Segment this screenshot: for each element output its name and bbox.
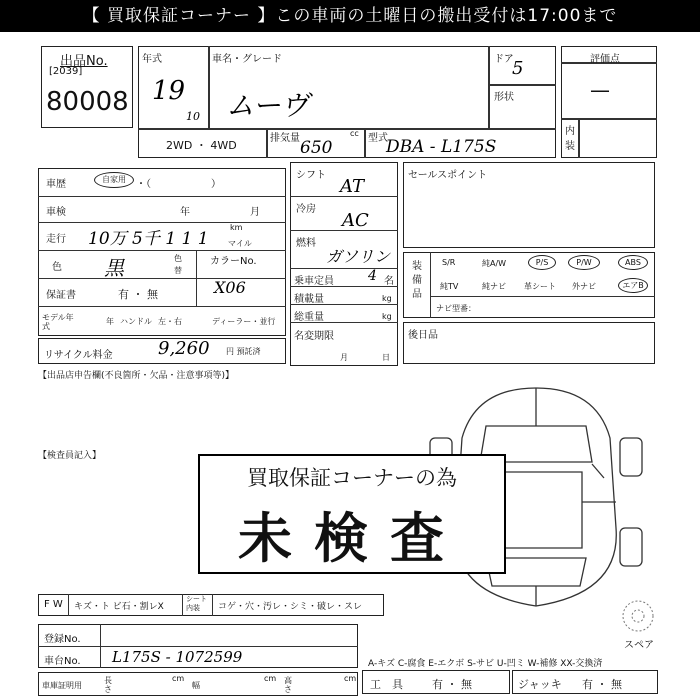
not-inspected-stamp bbox=[198, 454, 506, 574]
history-other: ・（ ） bbox=[136, 179, 221, 190]
mileage-value: 10万 5千 1 1 1 bbox=[88, 229, 209, 249]
capacity-value: 4 bbox=[368, 268, 377, 284]
after-sale-box bbox=[403, 322, 655, 364]
lot-code: [2039] bbox=[49, 66, 83, 77]
mile-unit: マイル bbox=[228, 239, 252, 248]
seat-text: コゲ・穴・汚レ・シミ・破レ・スレ bbox=[218, 602, 363, 612]
capacity-label: 乗車定員 bbox=[294, 276, 334, 287]
recycle-label: リサイクル料金 bbox=[44, 350, 113, 361]
name-label: 車名・グレード bbox=[212, 54, 282, 65]
history-label: 車歴 bbox=[46, 179, 66, 190]
cancel-day-unit: 日 bbox=[382, 353, 390, 362]
mileage-label: 走行 bbox=[46, 234, 66, 245]
interior-label: 内装 bbox=[565, 126, 575, 152]
load-label: 積載量 bbox=[294, 294, 324, 305]
model-label: 型式 bbox=[368, 133, 388, 144]
fw-label: F W bbox=[44, 599, 63, 610]
model-year-unit: 年 bbox=[106, 317, 114, 326]
colorno-label: カラーNo. bbox=[210, 256, 257, 267]
equip-airbag-circle: エアB bbox=[618, 278, 648, 293]
equip-navi: 純ナビ bbox=[482, 282, 506, 291]
km-unit: km bbox=[230, 223, 243, 232]
inspection-month-unit: 月 bbox=[250, 207, 260, 218]
score-value: — bbox=[590, 78, 610, 102]
capacity-unit: 名 bbox=[384, 276, 394, 287]
damage-legend: A-キズ C-腐食 E-エクボ S-サビ U-凹ミ W-補修 XX-交換済 bbox=[368, 659, 603, 669]
chassis-value: L175S - 1072599 bbox=[112, 648, 243, 666]
ac-value: AC bbox=[342, 210, 369, 231]
handle-options: 左・右 bbox=[158, 317, 182, 326]
load-unit: kg bbox=[382, 294, 392, 303]
cancel-month-unit: 月 bbox=[340, 353, 348, 362]
chassis-label: 車台No. bbox=[44, 656, 81, 667]
jack-label: ジャッキ bbox=[518, 678, 562, 691]
after-sale-label: 後日品 bbox=[408, 330, 438, 341]
private-use-circle: 自家用 bbox=[94, 172, 134, 188]
height-label: 高さ bbox=[284, 676, 292, 694]
cert-label: 車庫証明用 bbox=[42, 681, 82, 690]
reg-label: 登録No. bbox=[44, 634, 81, 645]
doors-value: 5 bbox=[512, 58, 524, 79]
length-label: 長さ bbox=[104, 676, 112, 694]
height-unit: cm bbox=[344, 674, 357, 683]
fuel-label: 燃料 bbox=[296, 238, 316, 249]
shift-label: シフト bbox=[296, 170, 326, 181]
model-value: DBA - L175S bbox=[386, 137, 497, 157]
stamp-title: 未検査 bbox=[238, 507, 466, 570]
fw-text: キズ・ト ビ石・割レX bbox=[74, 602, 164, 612]
displacement-label: 排気量 bbox=[270, 133, 300, 144]
ac-label: 冷房 bbox=[296, 204, 316, 215]
doors-label: ドア bbox=[494, 54, 514, 65]
drive-option: 2WD ・ 4WD bbox=[166, 139, 237, 152]
score-label: 評価点 bbox=[590, 54, 620, 65]
equipment-label: 装備品 bbox=[412, 261, 422, 300]
cancel-label: 名変期限 bbox=[294, 331, 334, 342]
year-value: 19 bbox=[152, 76, 186, 106]
seller-notes-label: 【出品店申告欄(不良箇所・欠品・注意事項等)】 bbox=[38, 371, 235, 381]
navi-model-label: ナビ型番： bbox=[436, 304, 476, 313]
sales-label: セールスポイント bbox=[408, 170, 488, 181]
fuel-value: ガソリン bbox=[326, 247, 391, 266]
inspection-year-unit: 年 bbox=[180, 207, 190, 218]
inspector-notes-label: 【検査員記入】 bbox=[38, 451, 102, 461]
name-value: ムーヴ bbox=[226, 89, 309, 122]
equip-leather: 革シート bbox=[524, 282, 556, 291]
weight-label: 総重量 bbox=[294, 312, 324, 323]
shape-label: 形状 bbox=[494, 92, 514, 103]
equip-ps-circle: P/S bbox=[528, 255, 556, 270]
inspection-label: 車検 bbox=[46, 207, 66, 218]
equip-sr: S/R bbox=[442, 258, 456, 267]
width-label: 幅 bbox=[192, 681, 200, 690]
lot-number: 80008 bbox=[46, 87, 129, 117]
spare-tire-icon bbox=[620, 598, 656, 634]
displacement-value: 650 bbox=[300, 138, 333, 158]
lot-label: 出品No. bbox=[60, 54, 108, 69]
seat-label: シート内装 bbox=[186, 595, 207, 612]
header-banner: 【 買取保証コーナー 】この車両の土曜日の搬出受付は17:00まで bbox=[0, 0, 700, 32]
recycle-value: 9,260 bbox=[158, 338, 210, 359]
equip-ext-navi: 外ナビ bbox=[572, 282, 596, 291]
tools-options: 有 ・ 無 bbox=[432, 678, 472, 691]
equip-abs-circle: ABS bbox=[618, 255, 648, 270]
color-value: 黒 bbox=[104, 256, 124, 280]
spare-label: スペア bbox=[624, 640, 654, 651]
warranty-label: 保証書 bbox=[46, 290, 76, 301]
color-label: 色 bbox=[52, 262, 62, 273]
displacement-unit: cc bbox=[350, 129, 359, 138]
length-unit: cm bbox=[172, 674, 185, 683]
stamp-subtitle: 買取保証コーナーの為 bbox=[247, 466, 457, 490]
recycle-unit: 円 預託済 bbox=[226, 347, 261, 356]
jack-options: 有 ・ 無 bbox=[582, 678, 622, 691]
equip-pw-circle: P/W bbox=[568, 255, 600, 270]
shift-value: AT bbox=[340, 176, 365, 197]
warranty-options: 有 ・ 無 bbox=[118, 288, 158, 301]
dealer-label: ディーラー・並行 bbox=[212, 317, 276, 326]
color-change-label: 色替 bbox=[174, 254, 182, 275]
month-value: 10 bbox=[186, 110, 200, 123]
handle-label: ハンドル bbox=[120, 317, 152, 326]
width-unit: cm bbox=[264, 674, 277, 683]
year-label: 年式 bbox=[142, 54, 162, 65]
model-year-label: モデル年式 bbox=[42, 313, 74, 331]
colorno-value: X06 bbox=[214, 278, 246, 297]
equip-tv: 純TV bbox=[440, 282, 459, 291]
equip-aw: 純A/W bbox=[482, 259, 507, 268]
tools-label: 工 具 bbox=[370, 678, 403, 691]
weight-unit: kg bbox=[382, 312, 392, 321]
